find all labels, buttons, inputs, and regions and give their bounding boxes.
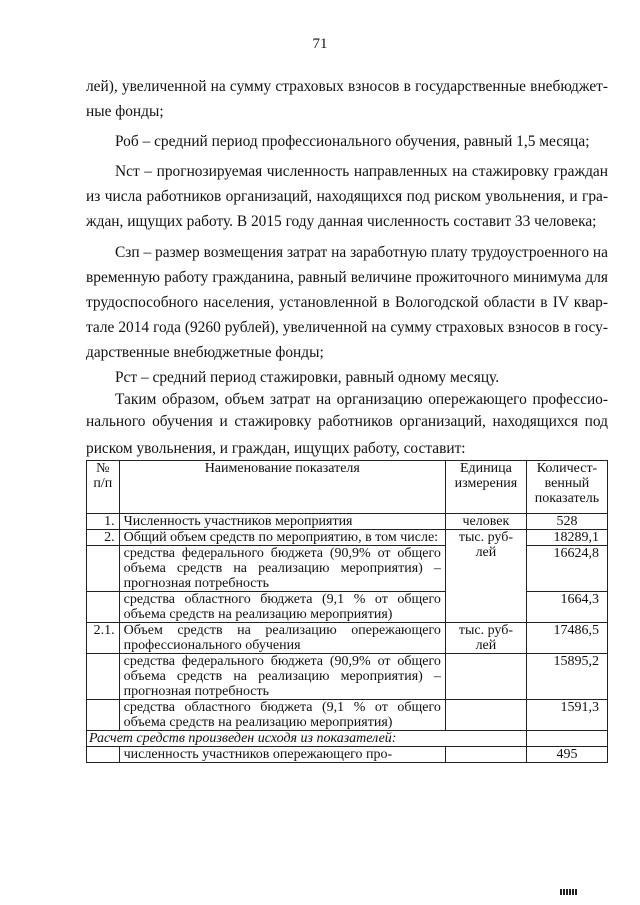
row-num: 1. (87, 514, 120, 530)
indicators-table (86, 460, 608, 763)
text-line: Роб – средний период профессионального обучения, равный 1,5 месяца; (115, 133, 590, 150)
text-line: ные фонды; (86, 103, 164, 120)
row-unit: тыс. руб-лей (445, 530, 526, 623)
page-number: 71 (312, 36, 328, 52)
scan-mark (560, 889, 578, 895)
table-row (87, 530, 608, 546)
header-name: Наименование показателя (119, 461, 445, 514)
row-name: средства федерального бюджета (90,9% от общего объема средств на реализацию мероприятия) – прогнозная потребность (119, 546, 445, 592)
row-qty: 1664,3 (526, 592, 607, 623)
table-row (87, 747, 608, 763)
row-qty: 495 (526, 747, 607, 763)
calc-note: Расчет средств произведен исходя из показателей: (87, 731, 527, 747)
row-unit: тыс. руб-лей (445, 623, 526, 654)
row-name: средства областного бюджета (9,1 % от общего объема средств на реализацию мероприятия) (119, 592, 445, 623)
row-name: средства областного бюджета (9,1 % от общего объема средств на реализацию мероприятия) (119, 700, 445, 731)
row-unit: человек (445, 514, 526, 530)
header-qty: Количест-венный показатель (526, 461, 607, 514)
text-line: Сзп – размер возмещения затрат на заработную плату трудоустроенного на (115, 244, 608, 261)
row-num (87, 747, 120, 763)
row-unit (445, 700, 526, 731)
row-qty: 15895,2 (526, 654, 607, 700)
row-num (87, 654, 120, 700)
row-qty: 18289,1 (526, 530, 607, 546)
text-line: риском увольнения, и граждан, ищущих работу, составит: (86, 440, 466, 457)
row-qty: 17486,5 (526, 623, 607, 654)
text-line: Nст – прогнозируемая численность направленных на стажировку граждан (115, 163, 608, 180)
header-unit: Единица измерения (445, 461, 526, 514)
text-line: нального обучения и стажировку работников организаций, находящихся под (86, 413, 608, 430)
text-line: из числа работников организаций, находящихся под риском увольнения, и гра- (86, 188, 608, 205)
table-row (87, 514, 608, 530)
row-qty: 16624,8 (526, 546, 607, 592)
row-qty: 528 (526, 514, 607, 530)
row-qty: 1591,3 (526, 700, 607, 731)
note-qty-empty (526, 731, 607, 747)
row-num (87, 546, 120, 592)
row-name: Численность участников мероприятия (119, 514, 445, 530)
text-line: лей), увеличенной на сумму страховых взносов в государственные внебюджет- (86, 78, 608, 95)
table-row (87, 592, 608, 623)
text-line: Рст – средний период стажировки, равный одному месяцу. (115, 369, 500, 386)
row-name: средства федерального бюджета (90,9% от общего объема средств на реализацию мероприятия) – прогнозная потребность (119, 654, 445, 700)
row-unit (445, 654, 526, 700)
table-row (87, 623, 608, 654)
table-note-row (87, 731, 608, 747)
row-name: Объем средств на реализацию опережающего профессионального обучения (119, 623, 445, 654)
row-num: 2. (87, 530, 120, 546)
text-line: дарственные внебюджетные фонды; (86, 344, 324, 361)
text-line: тале 2014 года (9260 рублей), увеличенной на сумму страховых взносов в госу- (86, 319, 608, 336)
table-row (87, 700, 608, 731)
row-name: Общий объем средств по мероприятию, в том числе: (119, 530, 445, 546)
text-line: Таким образом, объем затрат на организацию опережающего профессио- (115, 391, 608, 408)
table-row (87, 654, 608, 700)
text-line: ждан, ищущих работу. В 2015 году данная численность составит 33 человека; (86, 213, 597, 230)
text-line: трудоспособного населения, установленной в Вологодской области в IV квар- (86, 294, 608, 311)
row-unit (445, 747, 526, 763)
row-name: численность участников опережающего про- (119, 747, 445, 763)
header-num: № п/п (87, 461, 120, 514)
text-line: временную работу гражданина, равный величине прожиточного минимума для (86, 269, 608, 286)
row-num (87, 592, 120, 623)
table-row (87, 546, 608, 592)
row-num: 2.1. (87, 623, 120, 654)
row-num (87, 700, 120, 731)
table-header-row (87, 461, 608, 514)
